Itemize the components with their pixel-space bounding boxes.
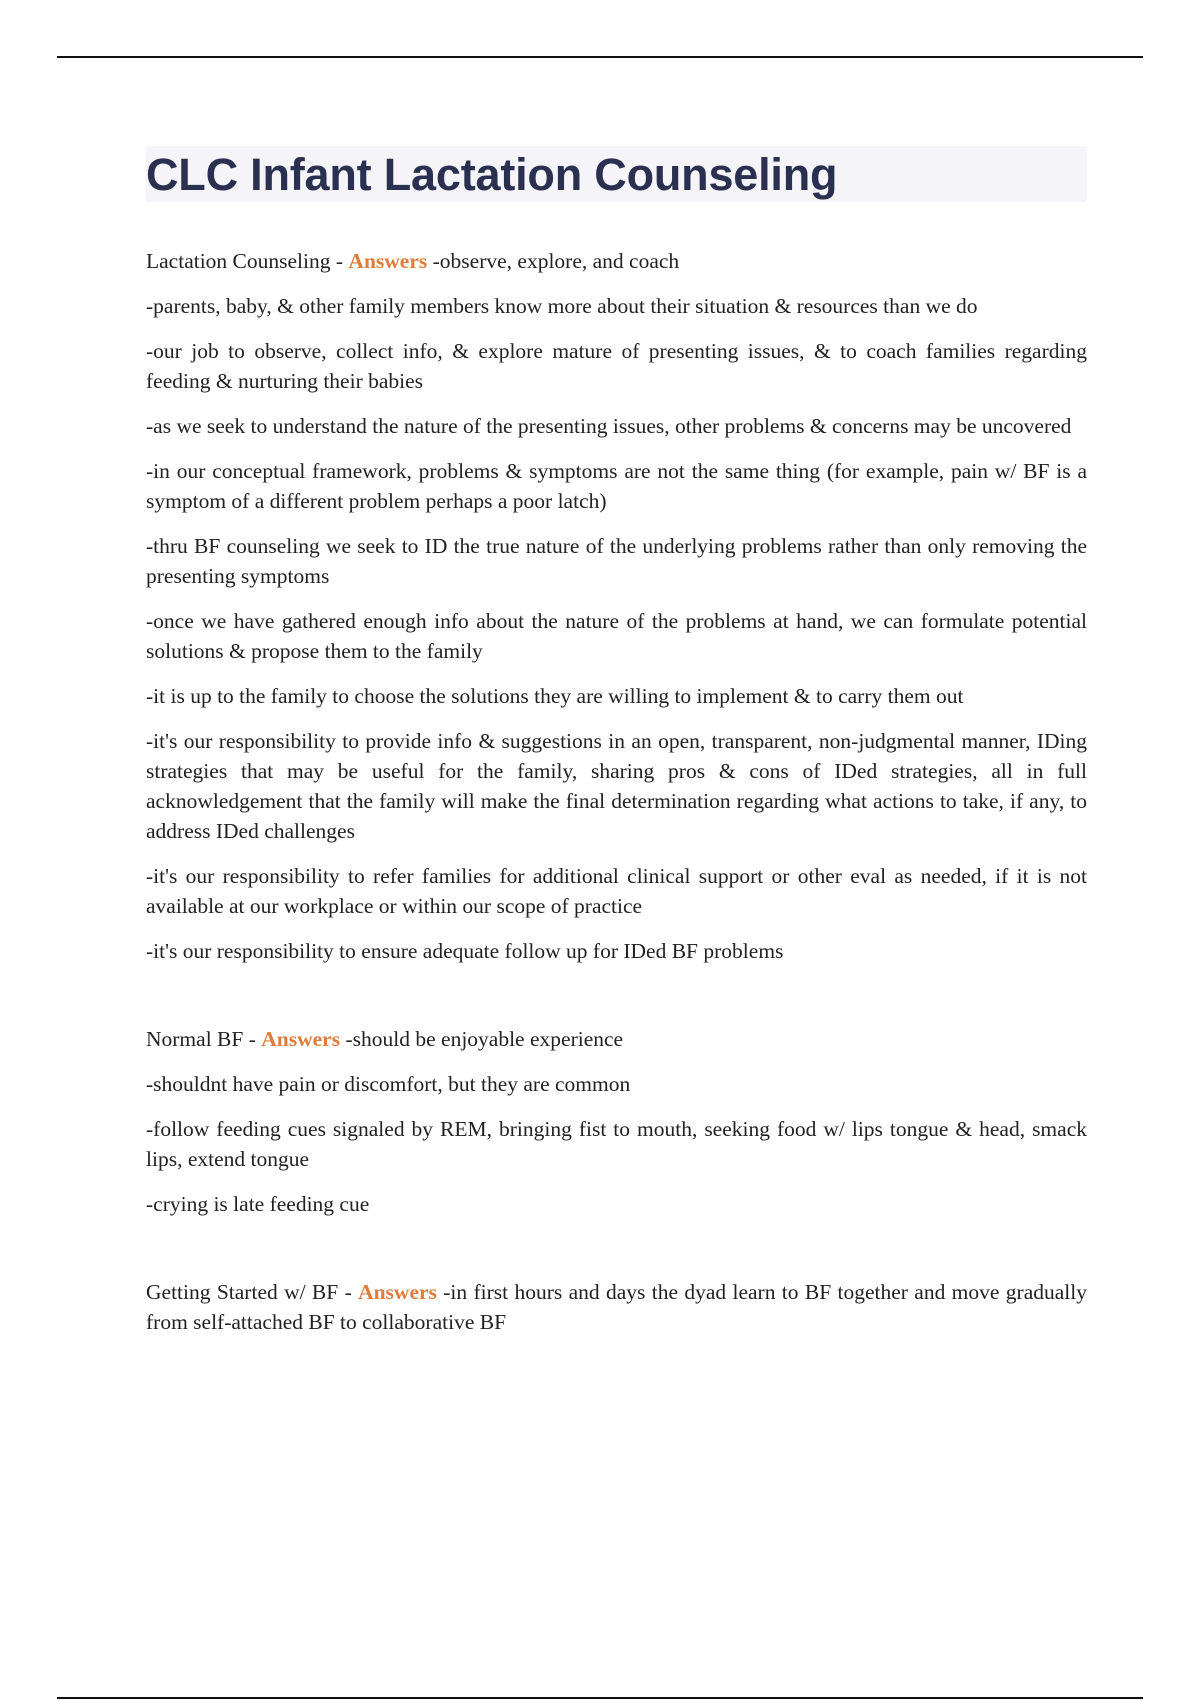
answer-line: -thru BF counseling we seek to ID the true nature of the underlying problems rather than only removing the presenting symptoms <box>146 534 1087 588</box>
bottom-rule <box>57 1697 1143 1699</box>
answers-label: Answers <box>348 249 428 273</box>
answer-line: -crying is late feeding cue <box>146 1192 370 1216</box>
answer-text: -observe, explore, and coach <box>427 249 680 273</box>
term-label: Lactation Counseling - <box>146 249 349 273</box>
section-heading-paragraph <box>146 1024 1087 1054</box>
answer-line: -as we seek to understand the nature of the presenting issues, other problems & concerns may be uncovered <box>146 414 1072 438</box>
document-title: CLC Infant Lactation Counseling <box>146 148 838 200</box>
top-rule <box>57 56 1143 58</box>
answer-text: -should be enjoyable experience <box>340 1027 624 1051</box>
answer-line: -it's our responsibility to provide info & suggestions in an open, transparent, non-judgmental manner, IDing strategies that may be useful for the family, sharing pros & cons of IDed strategies, all in full acknowledgement that the family will make the final determination regarding what actions to take, if any, to address IDed challenges <box>146 729 1087 843</box>
answer-line: -once we have gathered enough info about the nature of the problems at hand, we can formulate potential solutions & propose them to the family <box>146 609 1087 663</box>
answer-line: -it is up to the family to choose the solutions they are willing to implement & to carry them out <box>146 684 964 708</box>
answer-line: -our job to observe, collect info, & explore mature of presenting issues, & to coach families regarding feeding & nurturing their babies <box>146 339 1087 393</box>
answer-line: -it's our responsibility to ensure adequate follow up for IDed BF problems <box>146 939 784 963</box>
section-lactation-counseling <box>146 246 1087 966</box>
document-body <box>146 146 1087 1337</box>
answers-label: Answers <box>261 1027 341 1051</box>
answer-line: -follow feeding cues signaled by REM, bringing fist to mouth, seeking food w/ lips tongue & head, smack lips, extend tongue <box>146 1117 1087 1171</box>
answers-label: Answers <box>358 1280 437 1304</box>
title-band <box>146 146 1087 202</box>
answer-line: -shouldnt have pain or discomfort, but they are common <box>146 1072 631 1096</box>
section-getting-started <box>146 1277 1087 1337</box>
section-heading-paragraph <box>146 1277 1087 1337</box>
answer-line: -parents, baby, & other family members know more about their situation & resources than we do <box>146 294 978 318</box>
term-label: Getting Started w/ BF - <box>146 1280 359 1304</box>
answer-line: -in our conceptual framework, problems & symptoms are not the same thing (for example, pain w/ BF is a symptom of a different problem perhaps a poor latch) <box>146 459 1087 513</box>
section-normal-bf <box>146 1024 1087 1219</box>
answer-text: -in first hours and days the dyad learn to BF together and move gradually from self-attached BF to collaborative BF <box>146 1280 1087 1334</box>
section-heading-paragraph <box>146 246 1087 276</box>
answer-line: -it's our responsibility to refer families for additional clinical support or other eval as needed, if it is not available at our workplace or within our scope of practice <box>146 864 1087 918</box>
term-label: Normal BF - <box>146 1027 262 1051</box>
